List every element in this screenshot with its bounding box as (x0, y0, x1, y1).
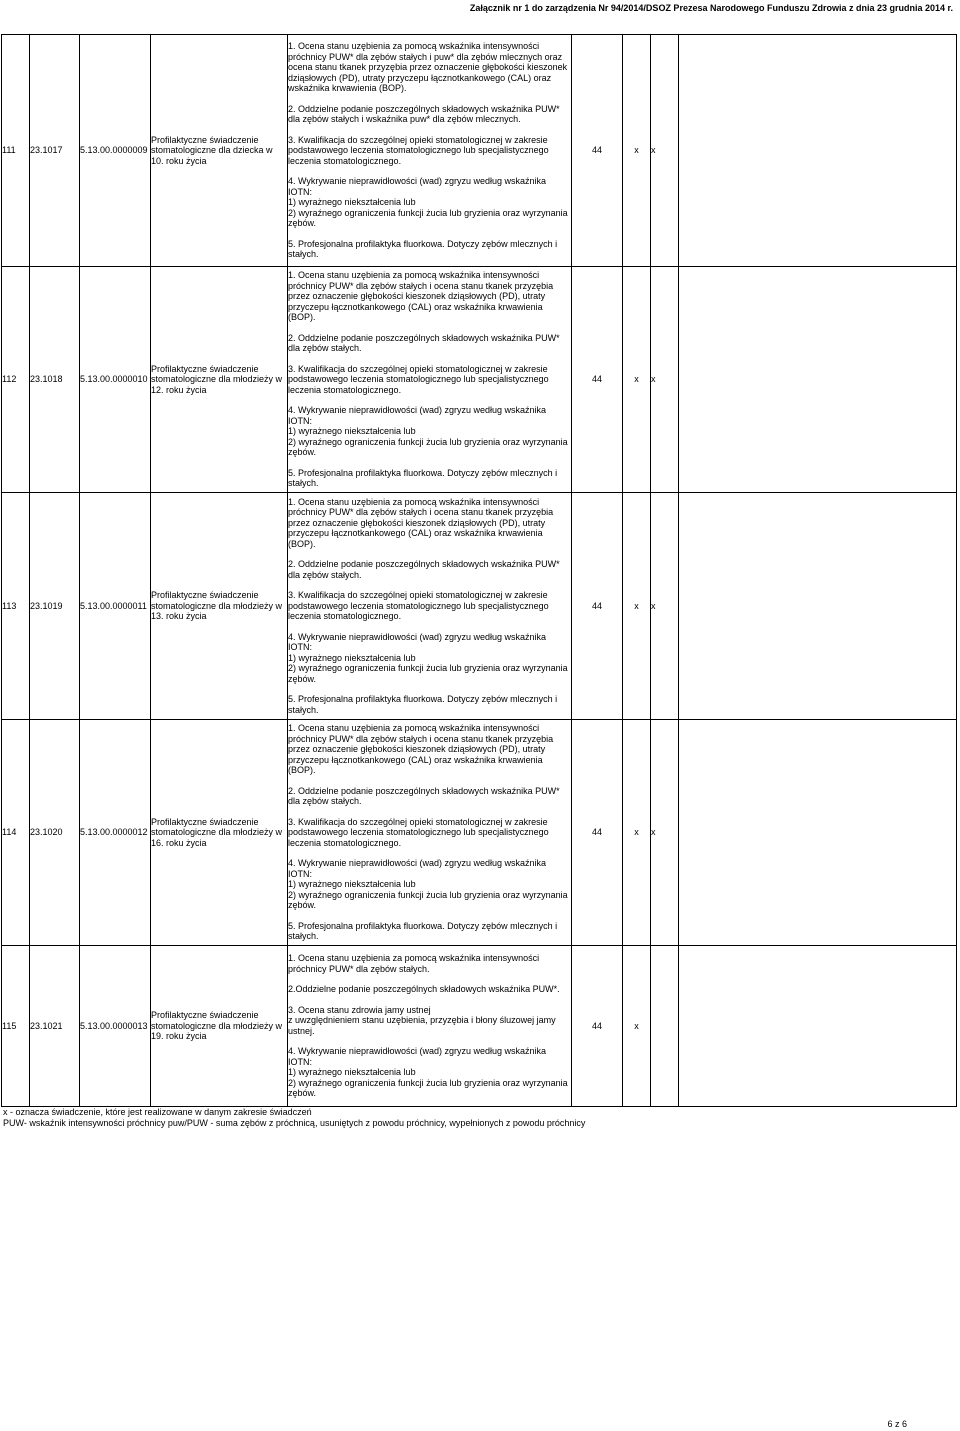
requirement-item: 3. Kwalifikacja do szczególnej opieki stomatologicznej w zakresie podstawowego leczenia stomatologicznego lub specjalistycznego leczenia stomatologicznego. (288, 816, 549, 848)
row-service-number: 5.13.00.0000013 (80, 946, 151, 1107)
requirement-item: 2. Oddzielne podanie poszczególnych składowych wskaźnika PUW* dla zębów stałych. (288, 332, 560, 354)
row-empty-cell (679, 493, 957, 720)
table-row (2, 493, 957, 720)
services-table (1, 34, 957, 1107)
table-row (2, 720, 957, 946)
requirement-item: 5. Profesjonalna profilaktyka fluorkowa. Dotyczy zębów mlecznych i stałych. (288, 920, 558, 942)
requirement-item: 2. Oddzielne podanie poszczególnych składowych wskaźnika PUW* dla zębów stałych. (288, 559, 560, 580)
row-code: 23.1021 (30, 946, 80, 1107)
requirement-item: 4. Wykrywanie nieprawidłowości (wad) zgryzu według wskaźnika IOTN: 1) wyrażnego niekształcenia lub 2) wyraźnego ograniczenia funkcji żucia lub gryzienia oraz wyrzynania zębów. (288, 631, 568, 684)
requirement-item: 4. Wykrywanie nieprawidłowości (wad) zgryzu według wskaźnika IOTN: 1) wyrażnego niekształcenia lub 2) wyraźnego ograniczenia funkcji żucia lub gryzienia oraz wyrzynania zębów. (288, 405, 568, 458)
row-requirements (288, 267, 572, 493)
requirement-item: 3. Kwalifikacja do szczególnej opieki stomatologicznej w zakresie podstawowego leczenia stomatologicznego lub specjalistycznego leczenia stomatologicznego. (288, 590, 549, 622)
row-service-name: Profilaktyczne świadczenie stomatologiczne dla młodzieży w 13. roku życia (151, 493, 288, 720)
row-lp: 112 (2, 267, 30, 493)
requirement-item: 1. Ocena stanu uzębienia za pomocą wskaźnika intensywności próchnicy PUW* dla zębów stałych i puw* dla zębów mlecznych oraz ocena stanu tkanek przyzębia przez oznaczenie głębokości kieszonek dziąsłowych (PD), utraty przyczepu łącznotkankowego (CAL) oraz wskaźnika krwawienia (BOP). (288, 41, 568, 94)
row-lp: 111 (2, 35, 30, 267)
row-code: 23.1018 (30, 267, 80, 493)
table-row (2, 267, 957, 493)
requirement-item: 5. Profesjonalna profilaktyka fluorkowa. Dotyczy zębów mlecznych i stałych. (288, 694, 558, 715)
requirement-item: 1. Ocena stanu uzębienia za pomocą wskaźnika intensywności próchnicy PUW* dla zębów stałych. (288, 953, 540, 974)
row-requirements (288, 35, 572, 267)
row-requirements (288, 946, 572, 1107)
footnote-x-legend: x - oznacza świadczenie, które jest realizowane w danym zakresie świadczeń (3, 1107, 312, 1117)
row-service-name: Profilaktyczne świadczenie stomatologiczne dla młodzieży w 19. roku życia (151, 946, 288, 1107)
page-number: 6 z 6 (887, 1419, 907, 1429)
requirement-item: 3. Kwalifikacja do szczególnej opieki stomatologicznej w zakresie podstawowego leczenia stomatologicznego lub specjalistycznego leczenia stomatologicznego. (288, 363, 549, 395)
footnotes (3, 1107, 953, 1129)
row-lp: 115 (2, 946, 30, 1107)
row-mark-1: x (623, 720, 651, 946)
row-lp: 114 (2, 720, 30, 946)
requirements-list (288, 41, 571, 260)
row-mark-2: x (651, 493, 679, 720)
row-empty-cell (679, 946, 957, 1107)
row-mark-1: x (623, 493, 651, 720)
row-specialty-code: 44 (572, 946, 623, 1107)
row-service-number: 5.13.00.0000011 (80, 493, 151, 720)
row-service-name: Profilaktyczne świadczenie stomatologiczne dla młodzieży w 16. roku życia (151, 720, 288, 946)
requirement-item: 4. Wykrywanie nieprawidłowości (wad) zgryzu według wskaźnika IOTN: 1) wyrażnego niekształcenia lub 2) wyraźnego ograniczenia funkcji żucia lub gryzienia oraz wyrzynania zębów. (288, 858, 568, 911)
row-service-number: 5.13.00.0000010 (80, 267, 151, 493)
table-row (2, 946, 957, 1107)
footnote-puw-definition: PUW- wskaźnik intensywności próchnicy puw/PUW - suma zębów z próchnicą, usuniętych z powodu próchnicy, wypełnionych z powodu próchnicy (3, 1118, 586, 1128)
row-empty-cell (679, 35, 957, 267)
requirement-item: 2. Oddzielne podanie poszczególnych składowych wskaźnika PUW* dla zębów stałych. (288, 785, 560, 807)
row-service-name: Profilaktyczne świadczenie stomatologiczne dla dziecka w 10. roku życia (151, 35, 288, 267)
requirements-list (288, 270, 571, 489)
document-header: Załącznik nr 1 do zarządzenia Nr 94/2014/DSOZ Prezesa Narodowego Funduszu Zdrowia z dnia 23 grudnia 2014 r. (469, 3, 953, 13)
requirements-list (288, 953, 571, 1099)
row-code: 23.1019 (30, 493, 80, 720)
row-specialty-code: 44 (572, 493, 623, 720)
requirement-item: 1. Ocena stanu uzębienia za pomocą wskaźnika intensywności próchnicy PUW* dla zębów stałych i ocena stanu tkanek przyzębia przez oznaczenie głębokości kieszonek dziąsłowych (PD), utraty przyczepu łącznotkankowego (CAL) oraz wskaźnika krwawienia (BOP). (288, 270, 554, 323)
requirement-item: 3. Ocena stanu zdrowia jamy ustnej z uwzględnieniem stanu uzębienia, przyzębia i błony śluzowej jamy ustnej. (288, 1004, 556, 1036)
row-service-name: Profilaktyczne świadczenie stomatologiczne dla młodzieży w 12. roku życia (151, 267, 288, 493)
row-service-number: 5.13.00.0000012 (80, 720, 151, 946)
requirement-item: 1. Ocena stanu uzębienia za pomocą wskaźnika intensywności próchnicy PUW* dla zębów stałych i ocena stanu tkanek przyzębia przez oznaczenie głębokości kieszonek dziąsłowych (PD), utraty przyczepu łącznotkankowego (CAL) oraz wskaźnika krwawienia (BOP). (288, 496, 554, 549)
row-mark-2: x (651, 267, 679, 493)
row-specialty-code: 44 (572, 267, 623, 493)
row-empty-cell (679, 267, 957, 493)
row-mark-2 (651, 946, 679, 1107)
requirements-list (288, 497, 571, 716)
requirements-list (288, 723, 571, 942)
row-code: 23.1017 (30, 35, 80, 267)
row-specialty-code: 44 (572, 35, 623, 267)
row-requirements (288, 493, 572, 720)
row-mark-1: x (623, 35, 651, 267)
requirement-item: 3. Kwalifikacja do szczególnej opieki stomatologicznej w zakresie podstawowego leczenia stomatologicznego lub specjalistycznego leczenia stomatologicznego. (288, 134, 549, 166)
requirement-item: 5. Profesjonalna profilaktyka fluorkowa. Dotyczy zębów mlecznych i stałych. (288, 467, 558, 489)
row-empty-cell (679, 720, 957, 946)
row-code: 23.1020 (30, 720, 80, 946)
row-service-number: 5.13.00.0000009 (80, 35, 151, 267)
row-specialty-code: 44 (572, 720, 623, 946)
row-mark-2: x (651, 720, 679, 946)
requirement-item: 4. Wykrywanie nieprawidłowości (wad) zgryzu według wskaźnika IOTN: 1) wyrażnego niekształcenia lub 2) wyraźnego ograniczenia funkcji żucia lub gryzienia oraz wyrzynania zębów. (288, 1046, 568, 1099)
row-mark-1: x (623, 946, 651, 1107)
table-row (2, 35, 957, 267)
requirement-item: 2.Oddzielne podanie poszczególnych składowych wskaźnika PUW*. (288, 984, 560, 995)
row-mark-1: x (623, 267, 651, 493)
row-requirements (288, 720, 572, 946)
requirement-item: 4. Wykrywanie nieprawidłowości (wad) zgryzu według wskaźnika IOTN: 1) wyrażnego niekształcenia lub 2) wyraźnego ograniczenia funkcji żucia lub gryzienia oraz wyrzynania zębów. (288, 176, 568, 229)
requirement-item: 2. Oddzielne podanie poszczególnych składowych wskaźnika PUW* dla zębów stałych i wskaźnika puw* dla zębów mlecznych. (288, 103, 560, 125)
row-mark-2: x (651, 35, 679, 267)
requirement-item: 5. Profesjonalna profilaktyka fluorkowa. Dotyczy zębów mlecznych i stałych. (288, 238, 558, 260)
requirement-item: 1. Ocena stanu uzębienia za pomocą wskaźnika intensywności próchnicy PUW* dla zębów stałych i ocena stanu tkanek przyzębia przez oznaczenie głębokości kieszonek dziąsłowych (PD), utraty przyczepu łącznotkankowego (CAL) oraz wskaźnika krwawienia (BOP). (288, 723, 554, 776)
row-lp: 113 (2, 493, 30, 720)
